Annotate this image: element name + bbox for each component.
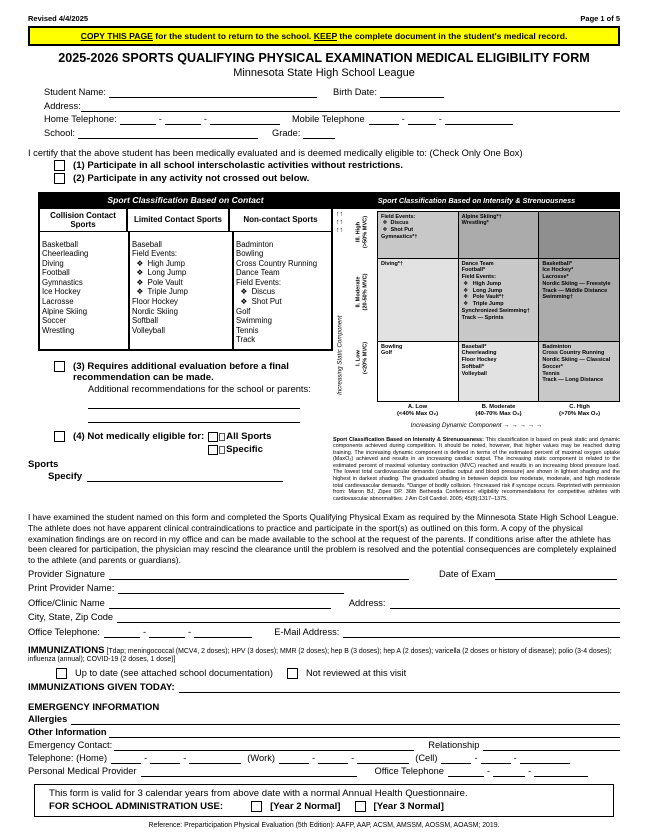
sport-item: Floor Hockey xyxy=(132,297,178,307)
relationship-input[interactable] xyxy=(483,740,620,751)
dash: - xyxy=(486,765,491,776)
student-name-input[interactable] xyxy=(109,87,317,98)
home-phone-part3-input[interactable] xyxy=(210,114,280,125)
row-label-low: I. Low (<20% MVC) xyxy=(355,341,368,375)
sport-item: ❖ Triple Jump xyxy=(132,287,188,297)
page-number: Page 1 of 5 xyxy=(580,14,620,23)
reference-line: Reference: Preparticipation Physical Evaluation (5th Edition): AAFP, AAP, ACSM, AMSSM, AOSSM, AOASM; 2019. xyxy=(148,821,500,829)
home-phone-part1-input[interactable] xyxy=(120,114,156,125)
dash: - xyxy=(513,752,517,763)
static-axis-label: Increasing Static Component xyxy=(336,315,344,395)
sport-item: Bowling xyxy=(236,249,264,259)
dash: - xyxy=(144,752,148,763)
sport-item: Ice Hockey xyxy=(42,287,81,297)
sport-item: Volleyball xyxy=(132,325,165,335)
city-state-zip-label: City, State, Zip Code xyxy=(28,612,114,623)
cell-low-highdyn[interactable]: Badminton Cross Country Running Nordic Skiing — Classical Soccer* Tennis Track — Long Distance xyxy=(538,341,620,402)
cell-low-moddyn[interactable]: Baseball* Cheerleading Floor Hockey Softball* Volleyball xyxy=(458,341,540,402)
option2-checkbox[interactable] xyxy=(54,173,65,184)
grade-input[interactable] xyxy=(303,128,335,139)
revised-date: Revised 4/4/2025 xyxy=(28,14,89,23)
up-to-date-label: Up to date (see attached school documentation) xyxy=(75,668,273,679)
sport-item: Cheerleading xyxy=(42,249,89,259)
keep-rest-text: the complete document in the student's medical record. xyxy=(337,31,568,41)
static-axis-arrows: ↑↑↑↑↑↑ xyxy=(336,210,343,234)
col-label-moderate: B. Moderate (40-70% Max O₂) xyxy=(475,403,522,417)
form-subtitle: Minnesota State High School League xyxy=(233,67,415,79)
em-office-tel1-input[interactable] xyxy=(448,766,484,777)
intensity-table-title: Sport Classification Based on Intensity & Strenuousness xyxy=(333,192,620,209)
missing-glyph-box xyxy=(219,446,225,454)
home-phone-label: Home Telephone: xyxy=(44,114,117,124)
immunizations-heading: IMMUNIZATIONS xyxy=(28,644,105,656)
dash: - xyxy=(528,765,532,776)
birth-date-input[interactable] xyxy=(380,87,444,98)
immunizations-given-today-label: IMMUNIZATIONS GIVEN TODAY: xyxy=(28,681,175,693)
year2-normal-checkbox[interactable] xyxy=(251,801,262,812)
intensity-grid xyxy=(377,211,620,402)
static-axis xyxy=(333,211,347,402)
sport-item: Field Events: xyxy=(132,249,178,259)
birth-date-label: Birth Date: xyxy=(333,87,377,97)
cell-mod-lowdyn[interactable]: Diving*† xyxy=(377,258,459,342)
recommendation-line1-input[interactable] xyxy=(88,407,300,409)
provider-address-label: Address: xyxy=(348,597,386,608)
cell-high-moddyn[interactable]: Alpine Skiing*† Wrestling* xyxy=(458,211,540,259)
dash: - xyxy=(474,752,478,763)
telephone-cell-label: (Cell) xyxy=(415,752,438,763)
option4-checkbox[interactable] xyxy=(54,431,65,442)
office-phone-part3-input[interactable] xyxy=(194,627,252,638)
dash: - xyxy=(183,752,187,763)
relationship-label: Relationship xyxy=(428,739,480,750)
option3-checkbox[interactable] xyxy=(54,361,65,372)
emergency-office-telephone-label: Office Telephone xyxy=(374,765,444,776)
collision-contact-header: Collision Contact Sports xyxy=(39,208,127,232)
sport-item: Basketball xyxy=(42,239,78,249)
sport-item: Swimming xyxy=(236,316,272,326)
col-label-high: C. High (>70% Max O₂) xyxy=(558,403,601,417)
option4-label: (4) Not medically eligible for: xyxy=(73,431,205,443)
work-tel2-input[interactable] xyxy=(318,753,348,764)
non-contact-header: Non-contact Sports xyxy=(229,208,332,232)
option1-checkbox[interactable] xyxy=(54,160,65,171)
cell-low-lowdyn[interactable]: Bowling Golf xyxy=(377,341,459,402)
em-office-tel3-input[interactable] xyxy=(534,766,588,777)
specific-label: Specific xyxy=(226,444,263,456)
not-reviewed-checkbox[interactable] xyxy=(287,668,298,679)
sport-item: Cross Country Running xyxy=(236,258,318,268)
admin-use-label: FOR SCHOOL ADMINISTRATION USE: xyxy=(49,800,224,812)
sport-item: Soccer xyxy=(42,316,67,326)
all-sports-label: All Sports xyxy=(226,431,272,443)
option3-label: (3) Requires additional evaluation before a final recommendation can be made. xyxy=(73,361,289,384)
row-label-moderate: II. Moderate (20-50% MVC) xyxy=(355,273,368,310)
cell-mod-highdyn[interactable]: Basketball* Ice Hockey* Lacrosse* Nordic Skiing — Freestyle Track — Middle Distance Swimming† xyxy=(538,258,620,342)
telephone-work-label: (Work) xyxy=(247,752,276,763)
mobile-phone-part3-input[interactable] xyxy=(445,114,513,125)
cell-mod-moddyn[interactable]: Dance Team Football* Field Events: ❖ High Jump ❖ Long Jump ❖ Pole Vault*† ❖ Triple Jump Synchronized Swimming† Track — Sprints xyxy=(458,258,540,342)
collision-contact-list[interactable] xyxy=(39,232,129,351)
sport-item: Dance Team xyxy=(236,268,280,278)
sport-item: Diving xyxy=(42,258,64,268)
missing-glyph-box xyxy=(219,433,225,441)
office-clinic-name-label: Office/Clinic Name xyxy=(28,597,105,608)
immunizations-given-today-input[interactable] xyxy=(179,682,620,693)
keep-text: KEEP xyxy=(313,31,338,41)
sport-item: ❖ Long Jump xyxy=(132,268,187,278)
email-label: E-Mail Address: xyxy=(274,626,340,637)
option3-sub-label: Additional recommendations for the school or parents: xyxy=(88,384,311,395)
sport-item: Nordic Skiing xyxy=(132,306,178,316)
intensity-footnote: Sport Classification Based on Intensity & Strenuousness: This classification is based on peak static and dynamic components achieved during competition. It should be noted, however, that higher values may be reached during training. The increasing dynamic component is defined in terms of the estimated percent of maximal oxygen uptake (MaxO₂) achieved and results in an increasing cardiac output. The increasing static component is related to the estimated percent of maximal voluntary contraction (MVC) reached and results in an increasing blood pressure load. The lowest total cardiovascular demands (cardiac output and blood pressure) are shown in lightest shading and the highest in darkest shading. The graduated shading in between depicts low moderate, moderate, and high moderate total cardiovascular demands. *Danger of bodily collision. †Increased risk if syncope occurs. Reprinted with permission from: Maron BJ, Zipes DP. 36th Bethesda Conference: eligibility recommendations for competitive athletes with cardiovascular abnormalities. J Am Coll Cardiol. 2005; 45(8):1317–1375. xyxy=(333,436,620,502)
home-tel1-input[interactable] xyxy=(111,753,141,764)
dash: - xyxy=(203,114,207,124)
option1-label: (1) Participate in all school interscholastic activities without restrictions. xyxy=(73,159,404,171)
sport-item: Track xyxy=(236,335,256,345)
work-tel1-input[interactable] xyxy=(279,753,309,764)
mobile-phone-part1-input[interactable] xyxy=(369,114,399,125)
school-label: School: xyxy=(44,127,76,138)
mobile-phone-part2-input[interactable] xyxy=(408,114,436,125)
sport-item: ❖ Shot Put xyxy=(236,297,282,307)
work-tel3-input[interactable] xyxy=(357,753,409,764)
copy-this-page-text: COPY THIS PAGE xyxy=(80,31,153,41)
sport-item: Baseball xyxy=(132,239,162,249)
home-phone-part2-input[interactable] xyxy=(165,114,201,125)
home-tel2-input[interactable] xyxy=(150,753,180,764)
dash: - xyxy=(143,626,147,637)
form-title: 2025-2026 SPORTS QUALIFYING PHYSICAL EXAMINATION MEDICAL ELIGIBILITY FORM xyxy=(58,51,590,65)
office-telephone-label: Office Telephone: xyxy=(28,626,101,637)
cell-tel2-input[interactable] xyxy=(481,753,511,764)
sport-item: Tennis xyxy=(236,325,259,335)
provider-signature-label: Provider Signature xyxy=(28,568,105,579)
limited-contact-list[interactable] xyxy=(129,232,233,351)
year2-normal-label: [Year 2 Normal] xyxy=(270,800,341,812)
non-contact-list[interactable] xyxy=(233,232,332,351)
office-phone-part1-input[interactable] xyxy=(104,627,140,638)
sport-item: Golf xyxy=(236,306,251,316)
sports-wrap-label: Sports xyxy=(28,459,59,471)
sport-item: ❖ High Jump xyxy=(132,258,185,268)
exam-statement: I have examined the student named on this form and completed the Sports Qualifying Physical Exam as required by the Minnesota State High School League. The athlete does not have apparent clinical contraindications to practice and participate in the sport(s) as outlined on this form. A copy of the physical examination findings are on record in my office and can be made available to the school at the request of the parents. If conditions arise after the athlete has been cleared for participation, the physician may rescind the clearance until the problem is resolved and the potential consequences are completely explained to the athlete (and parents or guardians). xyxy=(28,512,619,565)
dash: - xyxy=(351,752,355,763)
limited-contact-header: Limited Contact Sports xyxy=(127,208,229,232)
allergies-label: Allergies xyxy=(28,713,68,724)
specific-sports-checkbox[interactable] xyxy=(208,445,218,455)
not-reviewed-label: Not reviewed at this visit xyxy=(305,668,407,679)
year3-normal-label: [Year 3 Normal] xyxy=(373,800,444,812)
student-name-label: Student Name: xyxy=(44,87,107,97)
sport-item: ❖ Pole Vault xyxy=(132,277,183,287)
print-provider-name-label: Print Provider Name: xyxy=(28,583,115,594)
mobile-phone-label: Mobile Telephone xyxy=(291,114,365,124)
dash: - xyxy=(158,114,162,124)
telephone-home-label: Telephone: (Home) xyxy=(28,752,108,763)
row-label-high: III. High (>50% MVC) xyxy=(355,215,368,248)
sport-item: Football xyxy=(42,268,70,278)
emergency-contact-input[interactable] xyxy=(114,740,414,751)
provider-address-input[interactable] xyxy=(390,598,620,609)
date-of-exam-label: Date of Exam xyxy=(439,568,496,579)
city-state-zip-input[interactable] xyxy=(117,612,620,623)
contact-classification-table xyxy=(38,192,333,352)
personal-medical-provider-label: Personal Medical Provider xyxy=(28,765,137,776)
cell-tel3-input[interactable] xyxy=(520,753,570,764)
other-information-label: Other Information xyxy=(28,726,107,737)
address-label: Address: xyxy=(44,100,81,111)
specify-label: Specify xyxy=(48,471,83,483)
sport-item: ❖ Discus xyxy=(236,287,276,297)
personal-medical-provider-input[interactable] xyxy=(141,766,357,777)
sport-item: Alpine Skiing xyxy=(42,306,88,316)
sport-item: Badminton xyxy=(236,239,274,249)
sport-item: Gymnastics xyxy=(42,277,83,287)
contact-table-title: Sport Classification Based on Contact xyxy=(39,193,332,208)
grade-label: Grade: xyxy=(272,127,301,138)
emergency-heading: EMERGENCY INFORMATION xyxy=(28,701,160,713)
school-input[interactable] xyxy=(78,128,258,139)
specify-sports-input[interactable] xyxy=(87,471,283,482)
sport-item: Lacrosse xyxy=(42,297,74,307)
school-administration-box xyxy=(34,784,614,817)
other-information-input[interactable] xyxy=(109,727,620,738)
cell-tel1-input[interactable] xyxy=(441,753,471,764)
option2-label: (2) Participate in any activity not crossed out below. xyxy=(73,172,310,184)
dash: - xyxy=(188,626,192,637)
certify-intro: I certify that the above student has been medically evaluated and is deemed medically eligible to: (Check Only One Box) xyxy=(28,147,523,158)
email-input[interactable] xyxy=(343,627,620,638)
validity-statement: This form is valid for 3 calendar years from above date with a normal Annual Health Questionnaire. xyxy=(49,787,468,799)
allergies-input[interactable] xyxy=(71,714,620,725)
home-tel3-input[interactable] xyxy=(189,753,241,764)
col-label-low: A. Low (<40% Max O₂) xyxy=(396,403,439,417)
sport-item: Wrestling xyxy=(42,325,75,335)
em-office-tel2-input[interactable] xyxy=(493,766,525,777)
up-to-date-checkbox[interactable] xyxy=(56,668,67,679)
date-of-exam-input[interactable] xyxy=(495,569,617,580)
sport-item: Softball xyxy=(132,316,159,326)
office-clinic-name-input[interactable] xyxy=(109,598,331,609)
dynamic-axis-label: Increasing Dynamic Component → → → → → xyxy=(410,421,543,429)
dash: - xyxy=(438,114,442,124)
address-input[interactable] xyxy=(81,101,620,112)
dash: - xyxy=(312,752,316,763)
provider-signature-input[interactable] xyxy=(109,569,409,580)
emergency-contact-label: Emergency Contact: xyxy=(28,739,113,750)
cell-high-highdyn[interactable] xyxy=(538,211,620,259)
print-provider-name-input[interactable] xyxy=(118,583,344,594)
cell-high-lowdyn[interactable]: Field Events: ❖ Discus ❖ Shot Put Gymnastics*† xyxy=(377,211,459,259)
copy-rest-text: for the student to return to the school. xyxy=(152,31,314,41)
dash: - xyxy=(401,114,405,124)
year3-normal-checkbox[interactable] xyxy=(355,801,366,812)
all-sports-checkbox[interactable] xyxy=(208,432,218,442)
office-phone-part2-input[interactable] xyxy=(149,627,185,638)
copy-instruction-banner xyxy=(28,26,620,46)
immunizations-detail: [Tdap; meningococcal (MCV4, 2 doses); HPV (3 doses); MMR (2 doses); hep B (3 doses); hep A (2 doses); varicella (2 doses or history of disease); polio (3-4 doses); influenza (annual); COVID-19 (2 doses, 1 dose)] xyxy=(28,647,612,664)
recommendation-line2-input[interactable] xyxy=(88,421,300,423)
sport-item: Field Events: xyxy=(236,277,282,287)
